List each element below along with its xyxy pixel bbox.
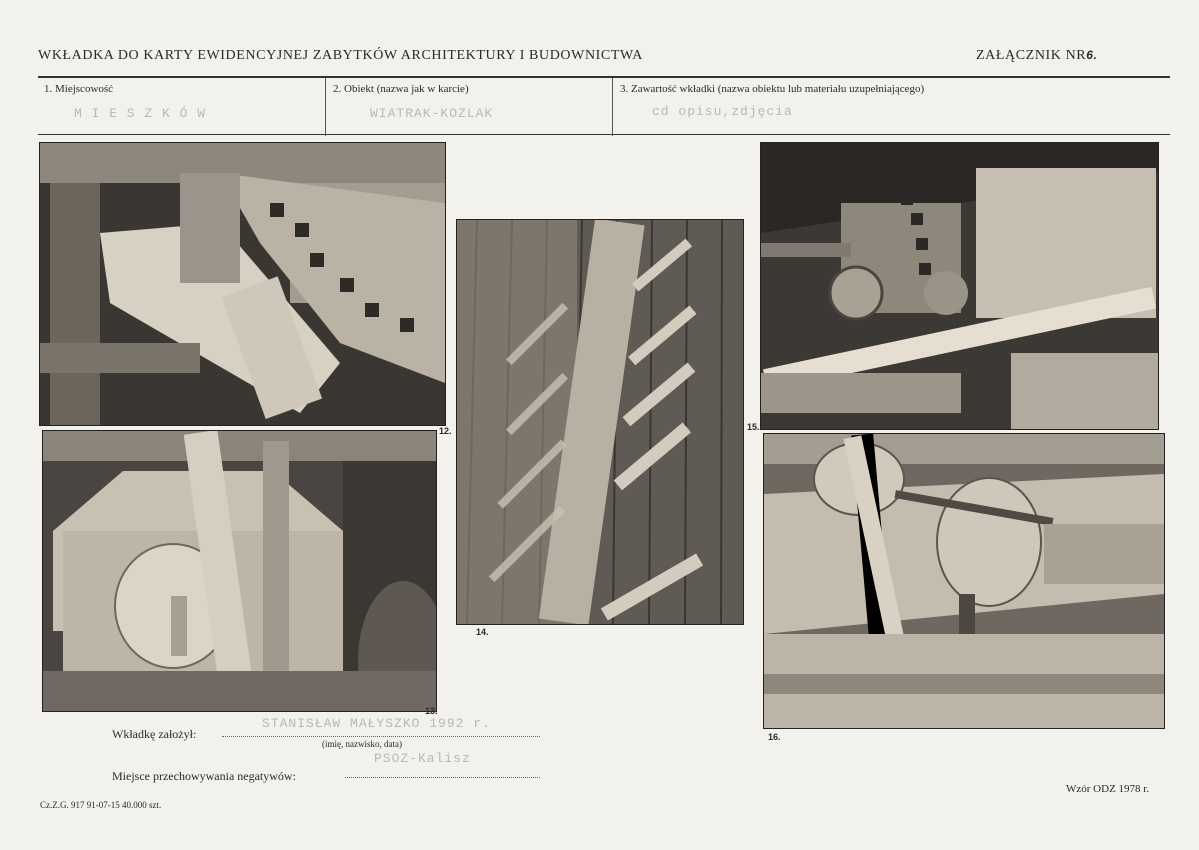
author-line	[222, 736, 540, 737]
document-title: WKŁADKA DO KARTY EWIDENCYJNEJ ZABYTKÓW ARCHITEKTURY I BUDOWNICTWA	[38, 48, 643, 63]
photo-15	[760, 142, 1159, 430]
content-label: 3. Zawartość wkładki (nazwa obiektu lub materiału uzupełniającego)	[620, 83, 925, 95]
photo-14-number: 14.	[476, 627, 489, 637]
photo-13-number: 13.	[425, 706, 438, 716]
object-value: WIATRAK-KOZLAK	[370, 106, 494, 121]
field-divider-2	[612, 78, 613, 136]
negatives-value: PSOZ-Kalisz	[374, 751, 471, 766]
author-hint: (imię, nazwisko, data)	[322, 739, 402, 749]
object-label: 2. Obiekt (nazwa jak w karcie)	[333, 83, 469, 95]
negatives-label: Miejsce przechowywania negatywów:	[112, 769, 296, 783]
attachment-label	[976, 48, 1097, 64]
content-value: cd opisu,zdjęcia	[652, 104, 793, 119]
author-value: STANISŁAW MAŁYSZKO 1992 r.	[262, 716, 491, 731]
photo-16-number: 16.	[768, 732, 781, 742]
header-bottom-rule	[38, 134, 1170, 135]
negatives-line	[345, 777, 540, 778]
attachment-number: 6.	[1086, 48, 1098, 62]
photo-12	[39, 142, 446, 426]
field-divider-1	[325, 78, 326, 136]
attachment-label-text: ZAŁĄCZNIK NR	[976, 48, 1087, 63]
photo-13	[42, 430, 437, 712]
print-code: Cz.Z.G. 917 91-07-15 40.000 szt.	[40, 800, 162, 810]
template-code: Wzór ODZ 1978 r.	[1066, 783, 1150, 795]
locality-value: M I E S Z K Ó W	[74, 106, 207, 121]
photo-14	[456, 219, 744, 625]
author-label: Wkładkę założył:	[112, 727, 197, 741]
photo-16	[763, 433, 1165, 729]
header-top-rule	[38, 76, 1170, 78]
photo-15-number: 15.	[747, 422, 760, 432]
locality-label: 1. Miejscowość	[44, 83, 114, 95]
photo-12-number: 12.	[439, 426, 452, 436]
